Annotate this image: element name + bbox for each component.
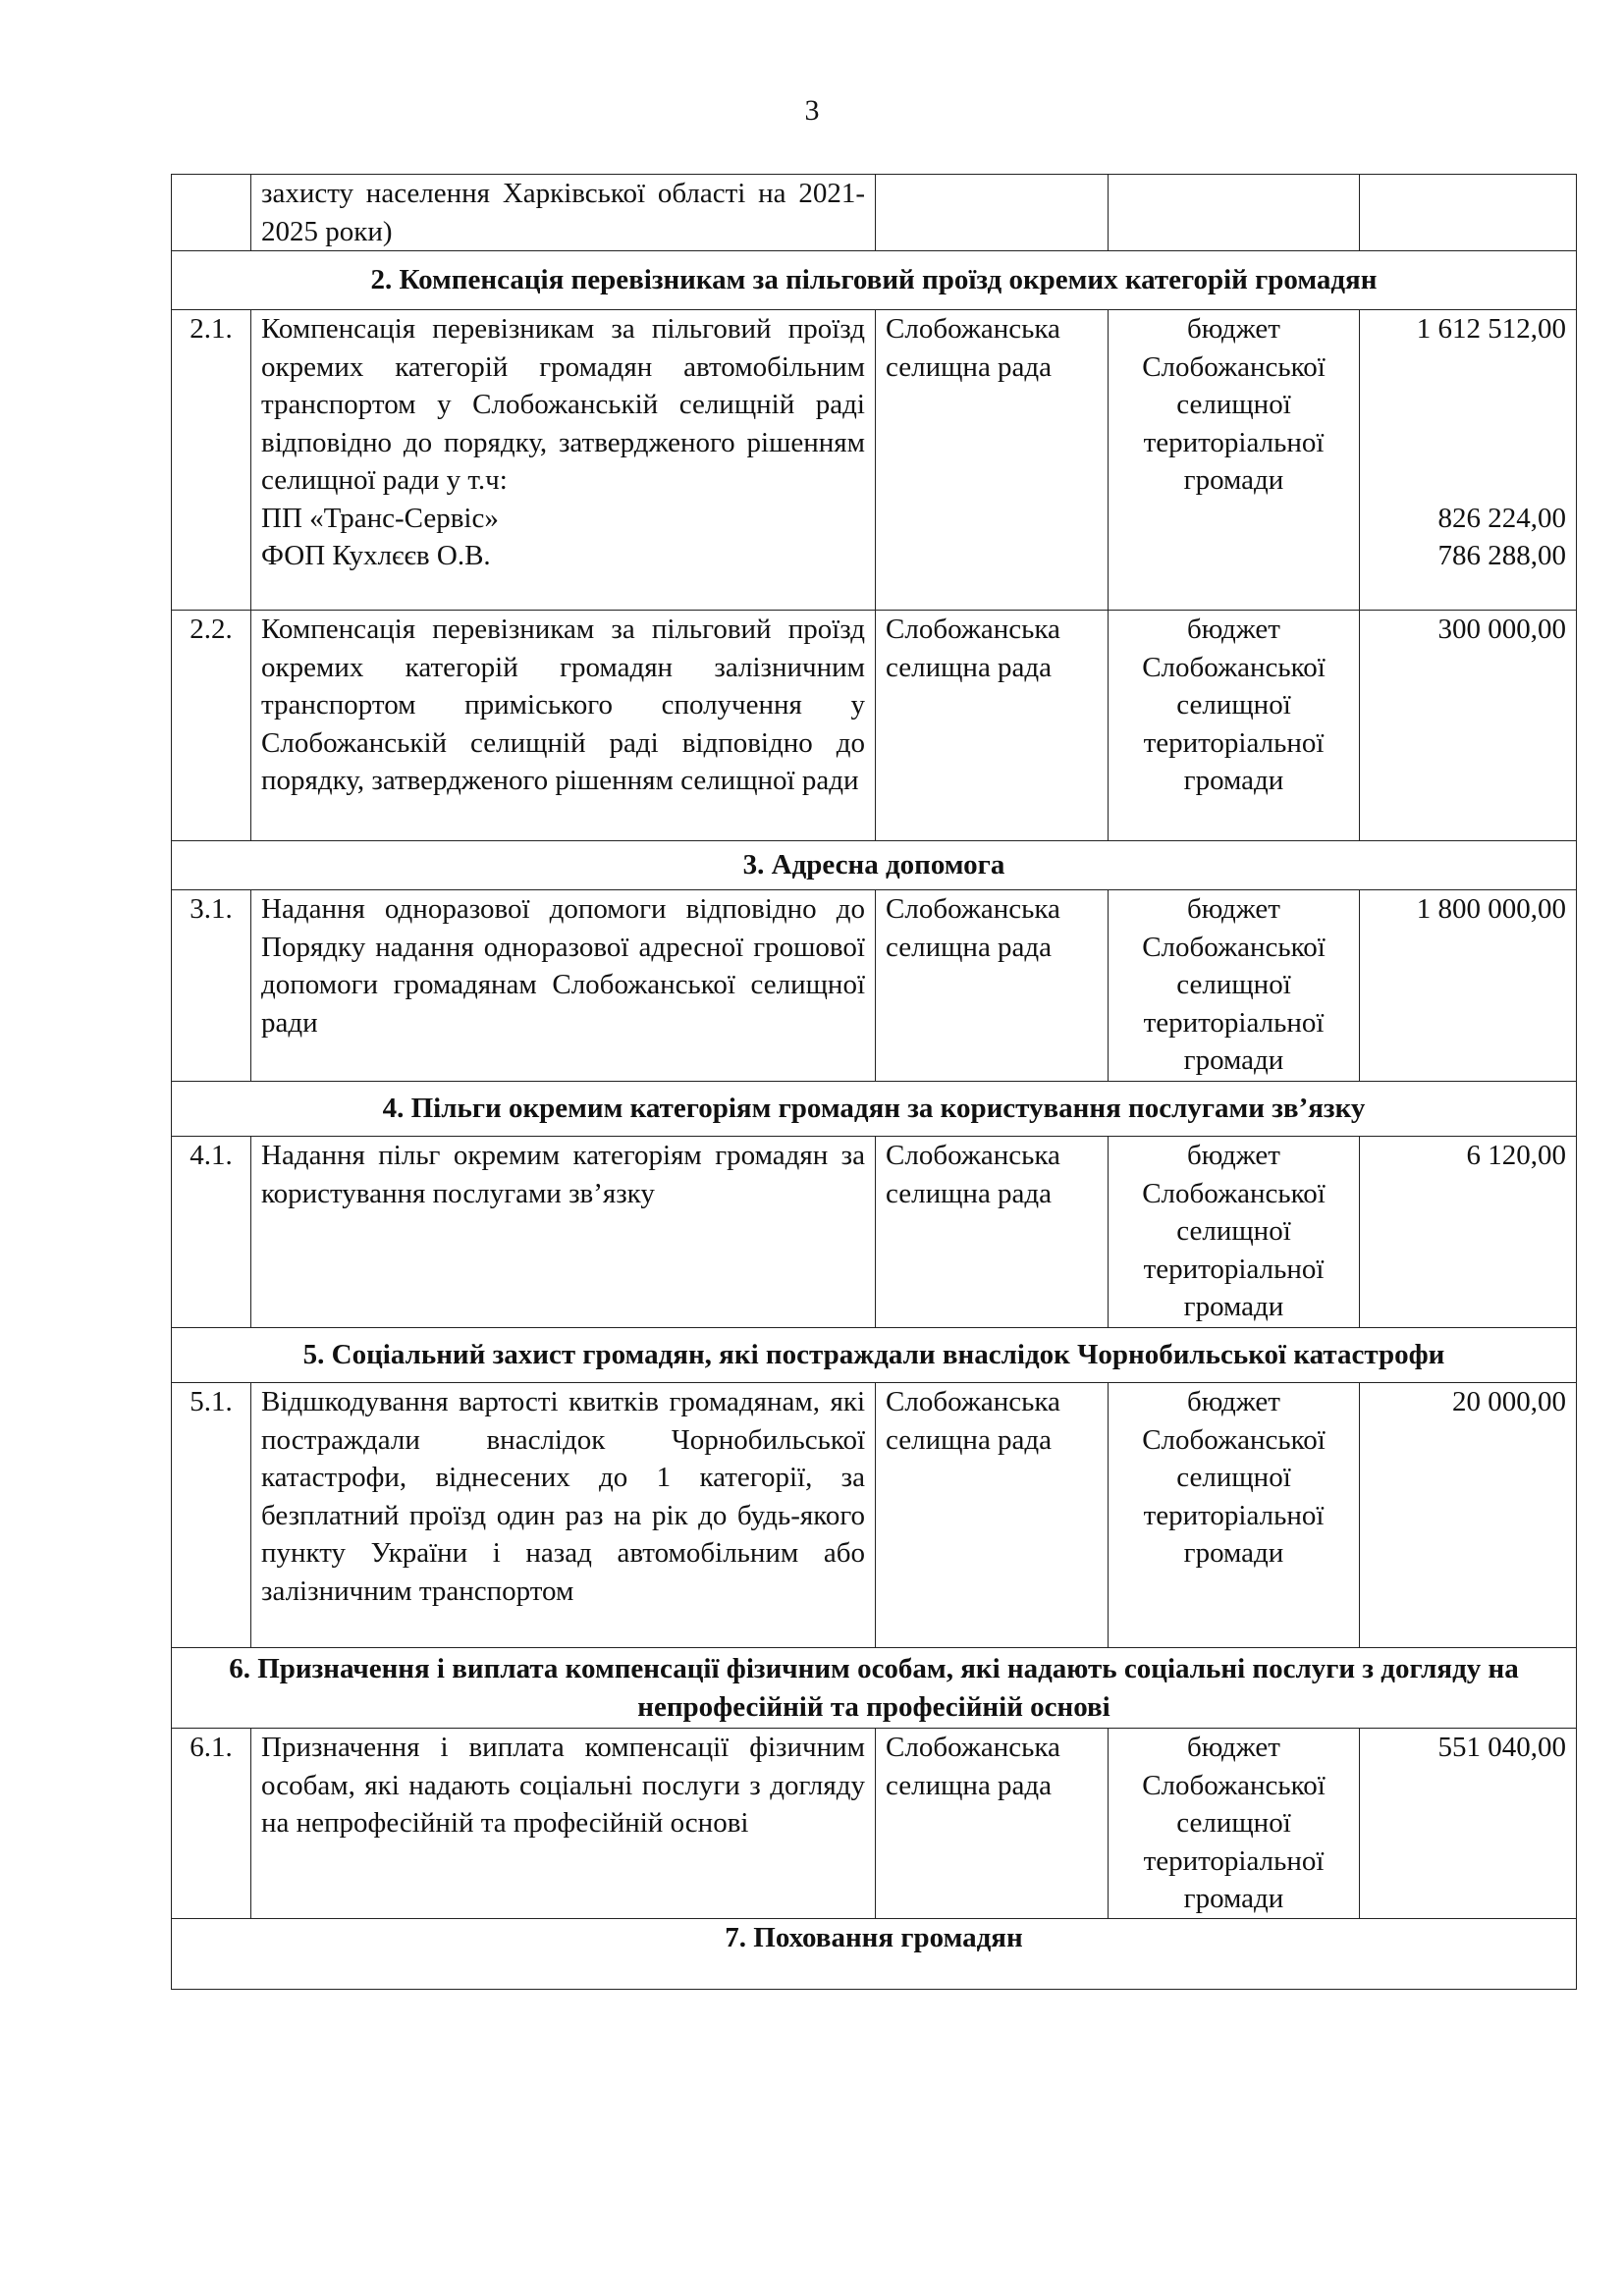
- row-amount: 1 800 000,00: [1360, 890, 1577, 1082]
- row-description: Відшкодування вартості квитків громадянам, які постраждали внаслідок Чорнобильської катастрофи, віднесених до 1 категорії, за безплатний проїзд один раз на рік до будь-якого пункту України і назад автомобільним або залізничним транспортом: [251, 1383, 876, 1648]
- row-number: 2.1.: [172, 310, 251, 611]
- section-heading-row: [172, 1082, 1577, 1137]
- num-cell: [172, 175, 251, 251]
- section-title: 2. Компенсація перевізникам за пільговий проїзд окремих категорій громадян: [172, 251, 1577, 310]
- row-amount: 551 040,00: [1360, 1729, 1577, 1919]
- row-executor: Слобожанська селищна рада: [876, 1137, 1109, 1328]
- row-amount: 300 000,00: [1360, 611, 1577, 841]
- amount-cell: [1360, 310, 1577, 611]
- table-row: [172, 1137, 1577, 1328]
- row-number: 3.1.: [172, 890, 251, 1082]
- source-cell: [1109, 175, 1360, 251]
- section-heading-row: [172, 251, 1577, 310]
- table-row: [172, 1383, 1577, 1648]
- description-cell: [251, 310, 876, 611]
- section-title: 5. Соціальний захист громадян, які постраждали внаслідок Чорнобильської катастрофи: [172, 1328, 1577, 1383]
- table-row: [172, 890, 1577, 1082]
- row-amount: 6 120,00: [1360, 1137, 1577, 1328]
- row-number: 4.1.: [172, 1137, 251, 1328]
- section-title: 6. Призначення і виплата компенсації фізичним особам, які надають соціальні послуги з догляду на непрофесійній та професійній основі: [172, 1648, 1577, 1729]
- row-number: 2.2.: [172, 611, 251, 841]
- row-amount: 1 612 512,00: [1416, 313, 1566, 345]
- row-source: бюджет Слобожанської селищної територіальної громади: [1109, 1383, 1360, 1648]
- section-heading-row: [172, 841, 1577, 890]
- row-executor: Слобожанська селищна рада: [876, 1383, 1109, 1648]
- page-number: 3: [804, 94, 820, 127]
- table-row: [172, 175, 1577, 251]
- row-source: бюджет Слобожанської селищної територіальної громади: [1109, 611, 1360, 841]
- row-executor: Слобожанська селищна рада: [876, 310, 1109, 611]
- section-title: 4. Пільги окремим категоріям громадян за користування послугами зв’язку: [172, 1082, 1577, 1137]
- row-source: бюджет Слобожанської селищної територіальної громади: [1109, 890, 1360, 1082]
- row-executor: Слобожанська селищна рада: [876, 1729, 1109, 1919]
- row-number: 6.1.: [172, 1729, 251, 1919]
- table-row: [172, 310, 1577, 611]
- row-description: Призначення і виплата компенсації фізичним особам, які надають соціальні послуги з догляду на непрофесійній та професійній основі: [251, 1729, 876, 1919]
- row-description: Надання пільг окремим категоріям громадян за користування послугами зв’язку: [251, 1137, 876, 1328]
- row-description: Компенсація перевізникам за пільговий проїзд окремих категорій громадян залізничним транспортом приміського сполучення у Слобожанській селищній раді відповідно до порядку, затвердженого рішенням селищної ради: [251, 611, 876, 841]
- sub-amount: 826 224,00: [1437, 502, 1566, 534]
- row-amount: 20 000,00: [1360, 1383, 1577, 1648]
- section-heading-row: [172, 1648, 1577, 1729]
- section-heading-row: [172, 1918, 1577, 1989]
- section-title: 7. Поховання громадян: [172, 1918, 1577, 1989]
- row-number: 5.1.: [172, 1383, 251, 1648]
- row-source: бюджет Слобожанської селищної територіальної громади: [1109, 1137, 1360, 1328]
- row-source: бюджет Слобожанської селищної територіальної громади: [1109, 310, 1360, 611]
- sub-amount: 786 288,00: [1437, 540, 1566, 571]
- section-title: 3. Адресна допомога: [172, 841, 1577, 890]
- description-cell: захисту населення Харківської області на 2021-2025 роки): [251, 175, 876, 251]
- amount-cell: [1360, 175, 1577, 251]
- row-description: Компенсація перевізникам за пільговий проїзд окремих категорій громадян автомобільним транспортом у Слобожанській селищній раді відповідно до порядку, затвердженого рішенням селищної ради у т.ч:: [261, 313, 865, 496]
- row-executor: Слобожанська селищна рада: [876, 611, 1109, 841]
- table-row: [172, 1729, 1577, 1919]
- row-executor: Слобожанська селищна рада: [876, 890, 1109, 1082]
- section-heading-row: [172, 1328, 1577, 1383]
- row-source: бюджет Слобожанської селищної територіальної громади: [1109, 1729, 1360, 1919]
- sub-item: ПП «Транс-Сервіс»: [261, 502, 499, 534]
- sub-item: ФОП Кухлєєв О.В.: [261, 540, 491, 571]
- executor-cell: [876, 175, 1109, 251]
- table-row: [172, 611, 1577, 841]
- program-table: [171, 174, 1577, 1990]
- row-description: Надання одноразової допомоги відповідно до Порядку надання одноразової адресної грошової допомоги громадянам Слобожанської селищної ради: [251, 890, 876, 1082]
